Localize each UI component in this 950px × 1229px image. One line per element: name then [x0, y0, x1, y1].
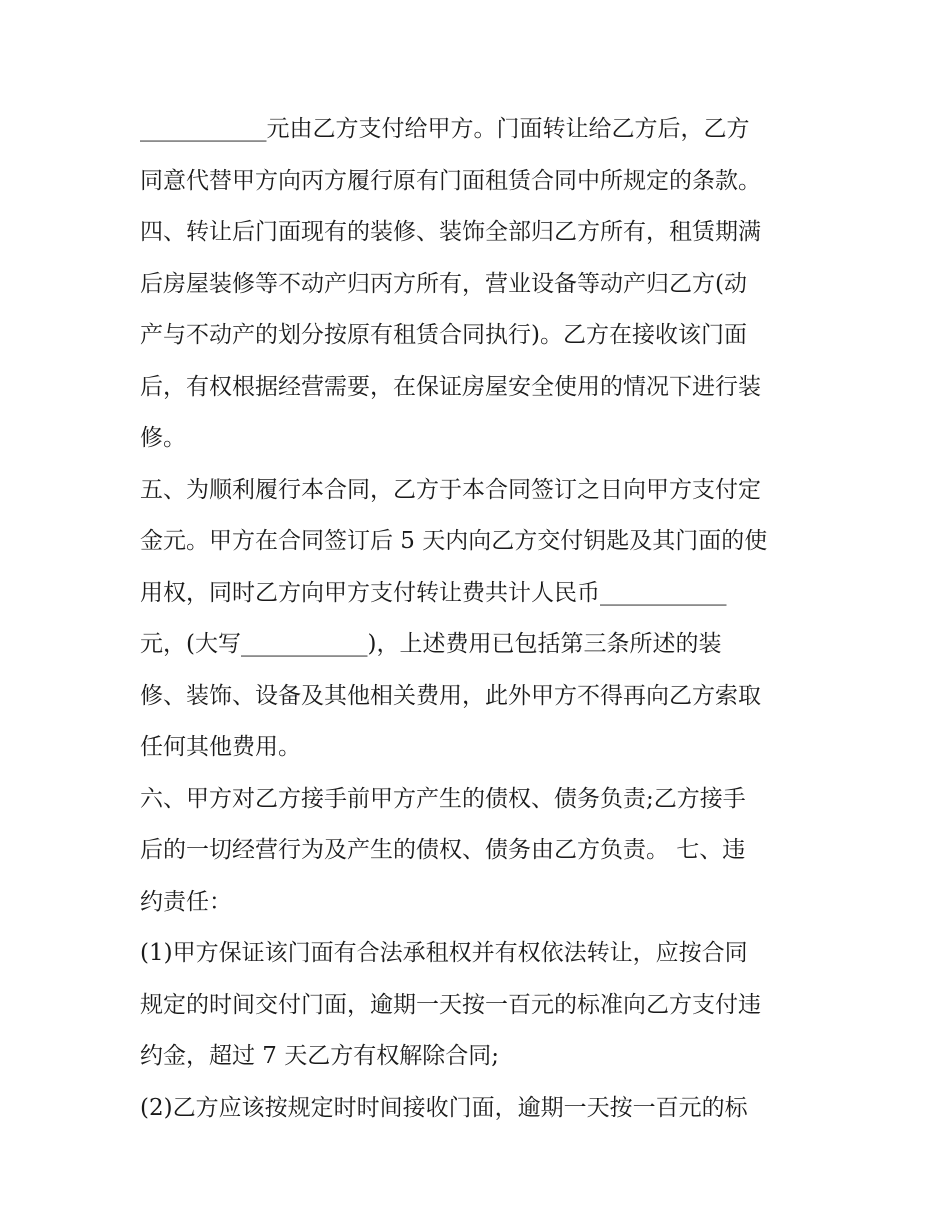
text-line: 约金，超过 7 天乙方有权解除合同; — [140, 1043, 500, 1069]
text-line: 后，有权根据经营需要，在保证房屋安全使用的情况下进行装 — [140, 373, 761, 400]
text-line: 修。 — [140, 425, 186, 451]
text-line: 任何其他费用。 — [140, 734, 301, 760]
text-line: 元，(大写___________)，上述费用已包括第三条所述的装 — [140, 631, 722, 657]
text-line: 修、装饰、设备及其他相关费用，此外甲方不得再向乙方索取 — [140, 682, 761, 709]
text-line: 约责任： — [140, 888, 232, 915]
text-line: 规定的时间交付门面，逾期一天按一百元的标准向乙方支付违 — [140, 991, 761, 1018]
text-line: 同意代替甲方向丙方履行原有门面租赁合同中所规定的条款。 — [140, 167, 761, 194]
text-line: (1)甲方保证该门面有合法承租权并有权依法转让，应按合同 — [140, 940, 748, 966]
text-line: 五、为顺利履行本合同，乙方于本合同签订之日向甲方支付定 — [140, 476, 761, 503]
text-line: 后的一切经营行为及产生的债权、债务由乙方负责。 七、违 — [140, 837, 746, 863]
text-line: ___________元由乙方支付给甲方。门面转让给乙方后，乙方 — [140, 116, 750, 142]
text-line: 四、转让后门面现有的装修、装饰全部归乙方所有，租赁期满 — [140, 219, 761, 245]
text-line: 六、甲方对乙方接手前甲方产生的债权、债务负责;乙方接手 — [140, 785, 746, 812]
text-line: (2)乙方应该按规定时时间接收门面，逾期一天按一百元的标 — [140, 1094, 748, 1121]
text-line: 用权，同时乙方向甲方支付转让费共计人民币___________ — [140, 579, 727, 606]
text-line: 金元。甲方在合同签订后 5 天内向乙方交付钥匙及其门面的使 — [140, 528, 768, 554]
contract-body-text — [140, 104, 830, 1134]
text-line: 后房屋装修等不动产归丙方所有，营业设备等动产归乙方(动 — [140, 270, 747, 297]
text-line: 产与不动产的划分按原有租赁合同执行)。乙方在接收该门面 — [140, 322, 747, 348]
